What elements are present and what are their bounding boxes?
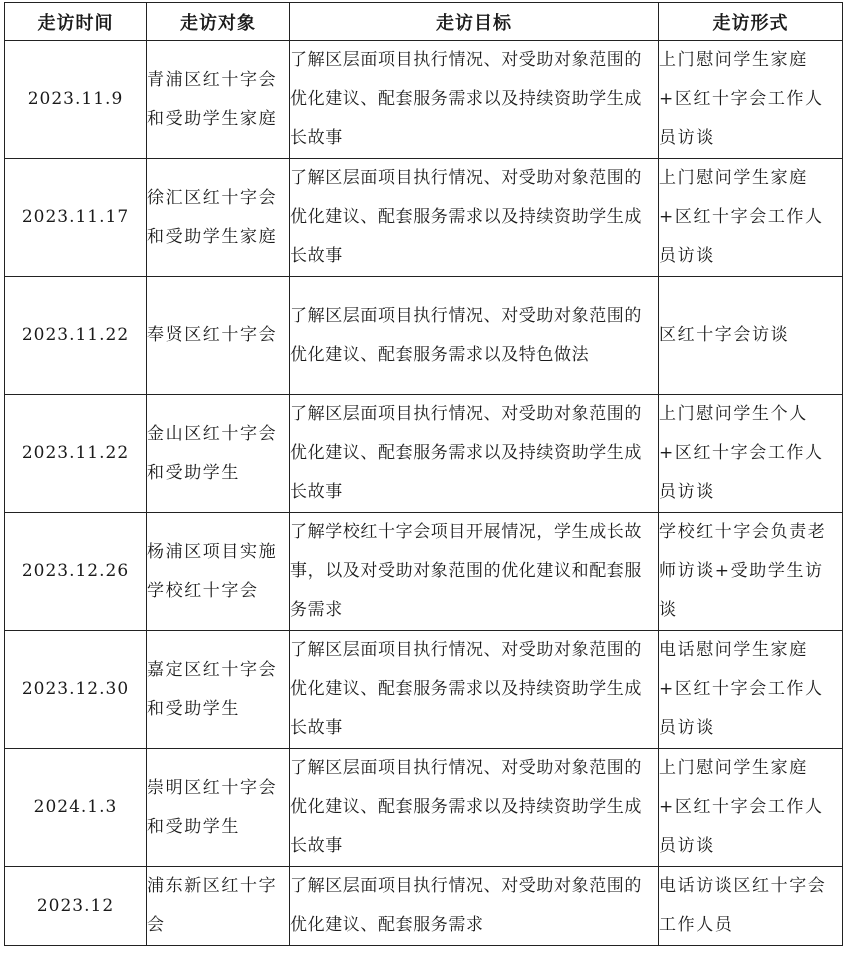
visit-date: 2023.12.26 [5, 513, 147, 631]
visit-target: 徐汇区红十字会和受助学生家庭 [147, 159, 290, 277]
header-visit-time: 走访时间 [5, 3, 147, 41]
table-row [5, 749, 843, 867]
visit-target: 崇明区红十字会和受助学生 [147, 749, 290, 867]
visit-date: 2023.12.30 [5, 631, 147, 749]
visit-form: 电话访谈区红十字会工作人员 [659, 867, 843, 946]
table-row [5, 395, 843, 513]
visit-form: 上门慰问学生家庭+区红十字会工作人员访谈 [659, 749, 843, 867]
visit-date: 2023.11.22 [5, 277, 147, 395]
visit-goal: 了解学校红十字会项目开展情况，学生成长故事，以及对受助对象范围的优化建议和配套服务需求 [290, 513, 659, 631]
visit-target: 浦东新区红十字会 [147, 867, 290, 946]
visit-goal: 了解区层面项目执行情况、对受助对象范围的优化建议、配套服务需求以及持续资助学生成长故事 [290, 41, 659, 159]
visit-goal: 了解区层面项目执行情况、对受助对象范围的优化建议、配套服务需求以及持续资助学生成长故事 [290, 631, 659, 749]
header-visit-goal: 走访目标 [290, 3, 659, 41]
visit-form: 电话慰问学生家庭+区红十字会工作人员访谈 [659, 631, 843, 749]
visit-date: 2024.1.3 [5, 749, 147, 867]
visit-form: 上门慰问学生家庭+区红十字会工作人员访谈 [659, 41, 843, 159]
visit-date: 2023.11.9 [5, 41, 147, 159]
visit-form: 上门慰问学生家庭+区红十字会工作人员访谈 [659, 159, 843, 277]
visit-form: 区红十字会访谈 [659, 277, 843, 395]
visit-goal: 了解区层面项目执行情况、对受助对象范围的优化建议、配套服务需求以及持续资助学生成长故事 [290, 159, 659, 277]
visit-goal: 了解区层面项目执行情况、对受助对象范围的优化建议、配套服务需求以及持续资助学生成长故事 [290, 749, 659, 867]
visit-target: 杨浦区项目实施学校红十字会 [147, 513, 290, 631]
visit-goal: 了解区层面项目执行情况、对受助对象范围的优化建议、配套服务需求以及特色做法 [290, 277, 659, 395]
header-visit-form: 走访形式 [659, 3, 843, 41]
visit-goal: 了解区层面项目执行情况、对受助对象范围的优化建议、配套服务需求以及持续资助学生成长故事 [290, 395, 659, 513]
table-row [5, 277, 843, 395]
visit-target: 金山区红十字会和受助学生 [147, 395, 290, 513]
visit-schedule-table [4, 2, 843, 946]
table-row [5, 867, 843, 946]
visit-target: 嘉定区红十字会和受助学生 [147, 631, 290, 749]
visit-date: 2023.11.22 [5, 395, 147, 513]
visit-form: 学校红十字会负责老师访谈+受助学生访谈 [659, 513, 843, 631]
visit-date: 2023.12 [5, 867, 147, 946]
visit-target: 奉贤区红十字会 [147, 277, 290, 395]
visit-goal: 了解区层面项目执行情况、对受助对象范围的优化建议、配套服务需求 [290, 867, 659, 946]
visit-target: 青浦区红十字会和受助学生家庭 [147, 41, 290, 159]
visit-form: 上门慰问学生个人+区红十字会工作人员访谈 [659, 395, 843, 513]
table-row [5, 159, 843, 277]
table-header-row [5, 3, 843, 41]
header-visit-target: 走访对象 [147, 3, 290, 41]
table-row [5, 41, 843, 159]
table-row [5, 513, 843, 631]
visit-date: 2023.11.17 [5, 159, 147, 277]
table-row [5, 631, 843, 749]
